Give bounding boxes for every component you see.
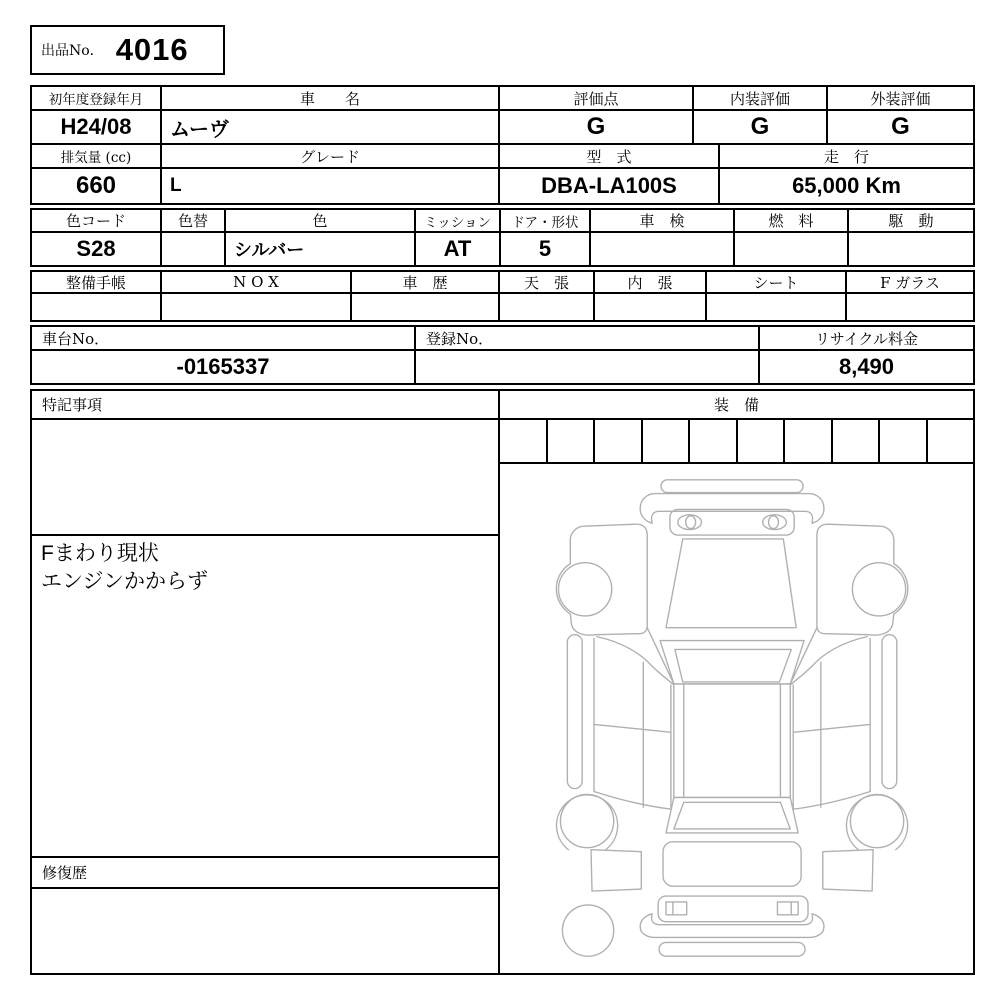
equipment-cell (928, 420, 974, 462)
header-car-history: 車 歴 (352, 272, 500, 292)
notes-line-2: エンジンかからず (41, 569, 208, 593)
diagram-area (500, 464, 973, 971)
header-seat: シート (707, 272, 847, 292)
lot-number-box (30, 25, 225, 75)
value-first-registration: H24/08 (32, 111, 162, 143)
value-grade-score: G (500, 111, 694, 143)
value-front-glass (847, 294, 973, 320)
value-model-code: DBA-LA100S (500, 169, 720, 203)
header-transmission: ミッション (416, 210, 501, 231)
equipment-cell (690, 420, 738, 462)
repair-history-header: 修復歴 (32, 858, 498, 889)
value-interior-score: G (694, 111, 828, 143)
header-door-trim: 内 張 (595, 272, 707, 292)
equipment-cell (548, 420, 596, 462)
value-displacement: 660 (32, 169, 162, 203)
value-nox (162, 294, 352, 320)
value-car-name: ムーヴ (162, 111, 500, 143)
header-inspection: 車 検 (591, 210, 735, 231)
value-headliner (500, 294, 595, 320)
equipment-cell (643, 420, 691, 462)
header-mileage: 走 行 (823, 147, 869, 166)
value-inspection (591, 233, 735, 265)
equipment-cell (880, 420, 928, 462)
equipment-cell (738, 420, 786, 462)
section-chassis-recycle (30, 325, 975, 385)
section-color-transmission (30, 208, 975, 267)
header-first-registration: 初年度登録年月 (32, 87, 162, 109)
equipment-column (500, 391, 973, 973)
car-top-view-diagram (503, 465, 971, 970)
lot-number-label: 出品No． (41, 43, 104, 59)
value-transmission: AT (416, 233, 501, 265)
header-displacement: 排気量 (cc) (32, 145, 162, 167)
value-mileage: 65,000 Km (792, 173, 901, 198)
header-fuel: 燃 料 (735, 210, 849, 231)
value-fuel (735, 233, 849, 265)
lot-number-value: 4016 (115, 32, 189, 67)
equipment-cell (785, 420, 833, 462)
value-color-code: S28 (32, 233, 162, 265)
header-registration-no: 登録No． (416, 327, 760, 349)
value-drive (849, 233, 973, 265)
header-color-code: 色コード (32, 210, 162, 231)
equipment-cell (500, 420, 548, 462)
notes-empty-box (32, 420, 498, 536)
header-headliner: 天 張 (500, 272, 595, 292)
section-notes-diagram (30, 389, 975, 975)
equipment-cell (595, 420, 643, 462)
value-service-book (32, 294, 162, 320)
header-color: 色 (226, 210, 416, 231)
value-grade-trim: L (162, 169, 500, 203)
value-chassis-no: -0165337 (32, 351, 416, 383)
header-car-name: 車 名 (162, 87, 500, 109)
header-service-book: 整備手帳 (32, 272, 162, 292)
header-grade-score: 評価点 (500, 87, 694, 109)
value-recycle-fee: 8,490 (838, 354, 895, 379)
header-exterior-score: 外装評価 (870, 89, 931, 108)
section-vehicle-main (30, 85, 975, 205)
header-grade-trim: グレード (162, 145, 500, 167)
value-color: シルバー (226, 233, 416, 265)
value-exterior-score: G (891, 113, 910, 140)
header-front-glass: F ガラス (880, 273, 940, 292)
header-color-change: 色替 (162, 210, 226, 231)
header-chassis-no: 車台No． (32, 327, 416, 349)
header-recycle-fee: リサイクル料金 (815, 329, 918, 348)
header-nox: N O X (162, 272, 352, 292)
header-model-code: 型 式 (500, 145, 720, 167)
header-doors-shape: ドア・形状 (501, 210, 591, 231)
value-car-history (352, 294, 500, 320)
notes-header: 特記事項 (32, 391, 498, 420)
value-color-change (162, 233, 226, 265)
notes-column (32, 391, 500, 973)
header-drive: 駆 動 (888, 212, 934, 230)
notes-line-1: Fまわり現状 (41, 542, 159, 565)
value-seat (707, 294, 847, 320)
equipment-header: 装 備 (500, 391, 973, 420)
equipment-cell (833, 420, 881, 462)
equipment-cells (500, 420, 973, 464)
section-condition-flags (30, 270, 975, 322)
value-registration-no (416, 351, 760, 383)
notes-free-text (32, 536, 498, 858)
header-interior-score: 内装評価 (694, 87, 828, 109)
value-door-trim (595, 294, 707, 320)
repair-history-box (32, 889, 498, 973)
value-doors-shape: 5 (501, 233, 591, 265)
